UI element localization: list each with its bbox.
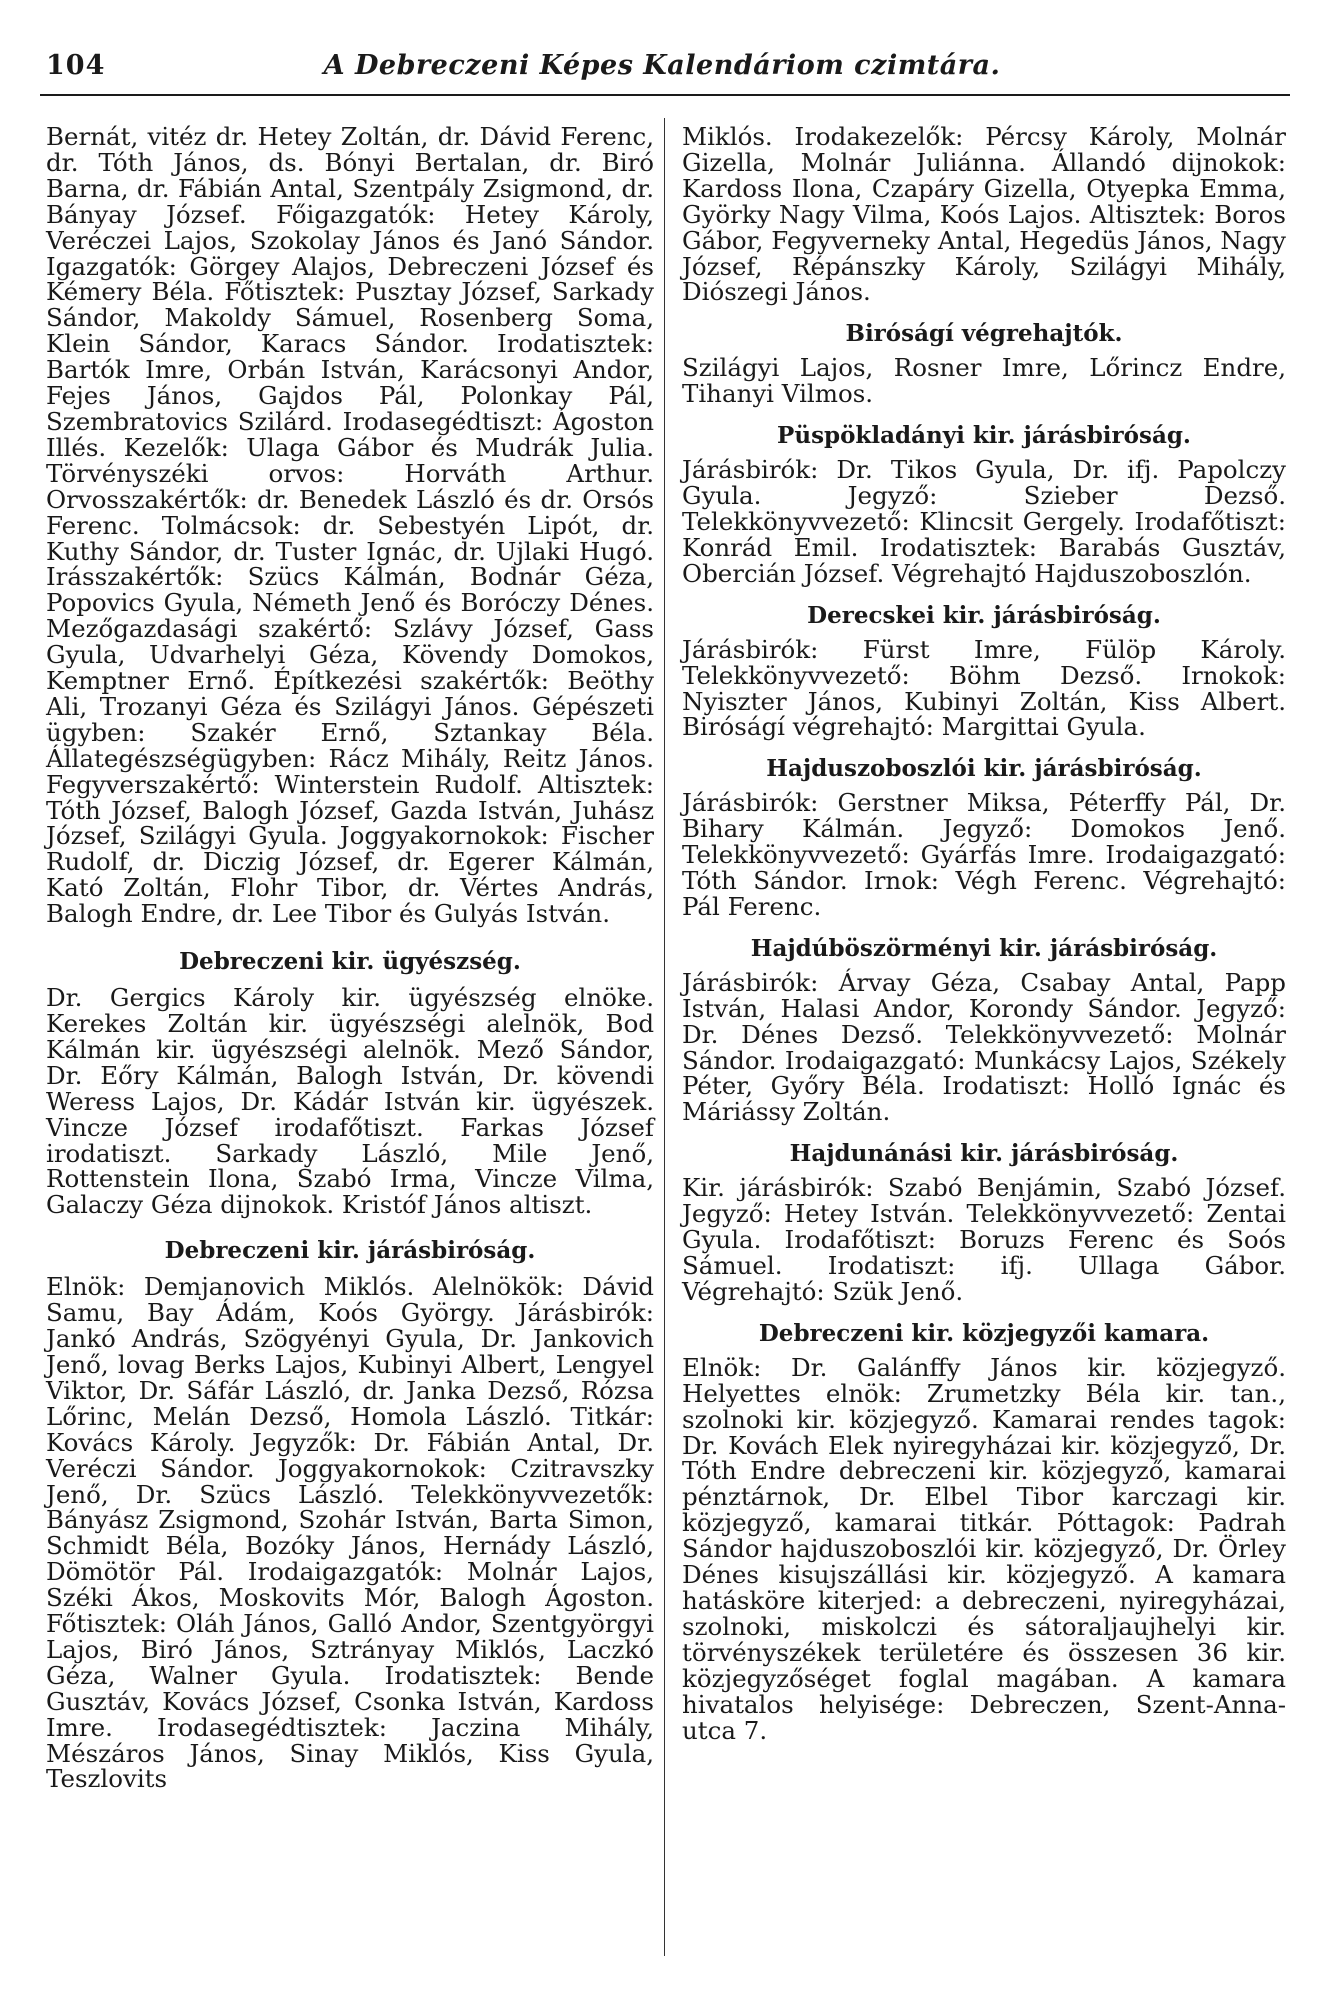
section-text-hajdunanasi: Kir. járásbirók: Szabó Benjámin, Szabó József. Jegyző: Hetey István. Telekkönyvvezető: Zentai Gyula. Irodafőtiszt: Boruzs Ferenc és Soós Sámuel. Irodatiszt: ifj. Ullaga Gábor. Végrehajtó: Szük Jenő. [682, 1173, 1286, 1306]
column-divider [664, 118, 665, 1956]
section-title-debreczeni-jarasbirosag: Debreczeni kir. járásbiróság. [164, 1237, 536, 1265]
section-text-hajduszoboszloi: Járásbirók: Gerstner Miksa, Péterffy Pál, Dr. Bihary Kálmán. Jegyző: Domokos Jenő. Telekkönyvvezető: Gyárfás Imre. Irodaigazgató: Tóth Sándor. Irnok: Végh Ferenc. Végrehajtó: Pál Ferenc. [682, 788, 1286, 921]
section-text-birosagi-vegrehajtok: Szilágyi Lajos, Rosner Imre, Lőrincz Endre, Tihanyi Vilmos. [682, 353, 1286, 409]
running-title: A Debreczeni Képes Kalendáriom czimtára. [323, 50, 1001, 81]
section-text-ugyeszseg: Dr. Gergics Károly kir. ügyészség elnöke. Kerekes Zoltán kir. ügyészségi alelnök, Bod Kálmán kir. ügyészségi alelnök. Mező Sándor, Dr. Eőry Kálmán, Balogh István, Dr. kövendi Weress Lajos, Dr. Kádár István kir. ügyészek. Vincze József irodafőtiszt. Farkas József irodatiszt. Sarkady László, Mile Jenő, Rottenstein Ilona, Szabó Irma, Vincze Vilma, Galaczy Géza dijnokok. Kristóf János altiszt. [46, 983, 654, 1220]
right-intro-paragraph: Miklós. Irodakezelők: Pércsy Károly, Molnár Gizella, Molnár Juliánna. Állandó dijnokok: Kardoss Ilona, Czapáry Gizella, Otyepka Emma, Györky Nagy Vilma, Koós Lajos. Altisztek: Boros Gábor, Fegyverneky Antal, Hegedüs János, Nagy József, Répánszky Károly, Szilágyi Mihály, Diószegi János. [682, 122, 1286, 307]
section-text-kozjegyzoi-kamara: Elnök: Dr. Galánffy János kir. közjegyző. Helyettes elnök: Zrumetzky Béla kir. tan., szolnoki kir. közjegyző. Kamarai rendes tagok: Dr. Kovách Elek nyiregyházai kir. közjegyző, Dr. Tóth Endre debreczeni kir. közjegyző, kamarai pénztárnok, Dr. Elbel Tibor karczagi kir. közjegyző, kamarai titkár. Póttagok: Padrah Sándor hajduszoboszlói kir. közjegyző, Dr. Örley Dénes kisujszállási kir. közjegyző. A kamara hatásköre kiterjed: a debreczeni, nyiregyházai, szolnoki, miskolczi és sátoraljaujhelyi kir. törvényszékek területére és összesen 36 kir. közjegyzőséget foglal magában. A kamara hivatalos helyisége: Debreczen, Szent-Anna-utca 7. [682, 1352, 1286, 1745]
right-column [682, 124, 1286, 1743]
section-title-hajdunanasi: Hajdunánási kir. járásbiróság. [789, 1140, 1179, 1168]
section-title-puspokladanyi: Püspökladányi kir. járásbiróság. [777, 422, 1191, 450]
section-title-kozjegyzoi-kamara: Debreczeni kir. közjegyzői kamara. [758, 1319, 1210, 1347]
section-title-hajduszoboszloi: Hajduszoboszlói kir. járásbiróság. [766, 755, 1202, 783]
page-number: 104 [46, 50, 106, 81]
section-title-derecskei: Derecskei kir. járásbiróság. [807, 601, 1161, 629]
section-text-derecskei: Járásbirók: Fürst Imre, Fülöp Károly. Telekkönyvvezető: Böhm Dezső. Irnokok: Nyiszter János, Kubinyi Zoltán, Kiss Albert. Biróságí végrehajtó: Margittai Gyula. [682, 634, 1286, 742]
section-text-puspokladanyi: Járásbirók: Dr. Tikos Gyula, Dr. ifj. Papolczy Gyula. Jegyző: Szieber Dezső. Telekkönyvvezető: Klincsit Gergely. Irodafőtiszt: Konrád Emil. Irodatisztek: Barabás Gusztáv, Obercián József. Végrehajtó Hajduszoboszlón. [682, 455, 1286, 588]
section-text-debreczeni-jarasbirosag: Elnök: Demjanovich Miklós. Alelnökök: Dávid Samu, Bay Ádám, Koós György. Járásbirók: Jankó András, Szögyényi Gyula, Dr. Jankovich Jenő, lovag Berks Lajos, Kubinyi Albert, Lengyel Viktor, Dr. Sáfár László, dr. Janka Dezső, Rózsa Lőrinc, Melán Dezső, Homola László. Titkár: Kovács Károly. Jegyzők: Dr. Fábián Antal, Dr. Veréczi Sándor. Joggyakornokok: Czitravszky Jenő, Dr. Szücs László. Telekkönyvvezetők: Bányász Zsigmond, Szohár István, Barta Simon, Schmidt Béla, Bozóky János, Hernády László, Dömötör Pál. Irodaigazgatók: Molnár Lajos, Széki Ákos, Moskovits Mór, Balogh Ágoston. Főtisztek: Oláh János, Galló Andor, Szentgyörgyi Lajos, Biró János, Sztrányay Miklós, Laczkó Géza, Walner Gyula. Irodatisztek: Bende Gusztáv, Kovács József, Csonka István, Kardoss Imre. Irodasegédtisztek: Jaczina Mihály, Mészáros János, Sinay Miklós, Kiss Gyula, Teszlovits [46, 1272, 654, 1794]
section-title-ugyeszseg: Debreczeni kir. ügyészség. [179, 948, 521, 976]
section-title-birosagi-vegrehajtok: Biróságí végrehajtók. [845, 320, 1123, 348]
header-rule [40, 94, 1290, 96]
section-text-hajduboszormenyi: Járásbirók: Árvay Géza, Csabay Antal, Papp István, Halasi Andor, Korondy Sándor. Jegyző: Dr. Dénes Dezső. Telekkönyvvezető: Molnár Sándor. Irodaigazgató: Munkácsy Lajos, Székely Péter, Győry Béla. Irodatiszt: Holló Ignác és Máriássy Zoltán. [682, 967, 1286, 1127]
left-column [46, 124, 654, 1792]
section-title-hajduboszormenyi: Hajdúböszörményi kir. járásbiróság. [750, 934, 1218, 962]
left-intro-paragraph: Bernát, vitéz dr. Hetey Zoltán, dr. Dávid Ferenc, dr. Tóth János, ds. Bónyi Bertalan, dr. Biró Barna, dr. Fábián Antal, Szentpály Zsigmond, dr. Bányay József. Főigazgatók: Hetey Károly, Veréczei Lajos, Szokolay János és Janó Sándor. Igazgatók: Görgey Alajos, Debreczeni József és Kémery Béla. Főtisztek: Pusztay József, Sarkady Sándor, Makoldy Sámuel, Rosenberg Soma, Klein Sándor, Karacs Sándor. Irodatisztek: Bartók Imre, Orbán István, Karácsonyi Andor, Fejes János, Gajdos Pál, Polonkay Pál, Szembratovics Szilárd. Irodasegédtiszt: Ágoston Illés. Kezelők: Ulaga Gábor és Mudrák Julia. Törvényszéki orvos: Horváth Arthur. Orvosszakértők: dr. Benedek László és dr. Orsós Ferenc. Tolmácsok: dr. Sebestyén Lipót, dr. Kuthy Sándor, dr. Tuster Ignác, dr. Ujlaki Hugó. Irásszakértők: Szücs Kálmán, Bodnár Géza, Popovics Gyula, Németh Jenő és Boróczy Dénes. Mezőgazdasági szakértő: Szlávy József, Gass Gyula, Udvarhelyi Géza, Kövendy Domokos, Kemptner Ernő. Építkezési szakértők: Beöthy Ali, Trozanyi Géza és Szilágyi János. Gépészeti ügyben: Szakér Ernő, Sztankay Béla. Állategészségügyben: Rácz Mihály, Reitz János. Fegyverszakértő: Winterstein Rudolf. Altisztek: Tóth József, Balogh József, Gazda István, Juhász József, Szilágyi Gyula. Joggyakornokok: Fischer Rudolf, dr. Diczig József, dr. Egerer Kálmán, Kató Zoltán, Flohr Tibor, dr. Vértes András, Balogh Endre, dr. Lee Tibor és Gulyás István. [46, 122, 654, 929]
